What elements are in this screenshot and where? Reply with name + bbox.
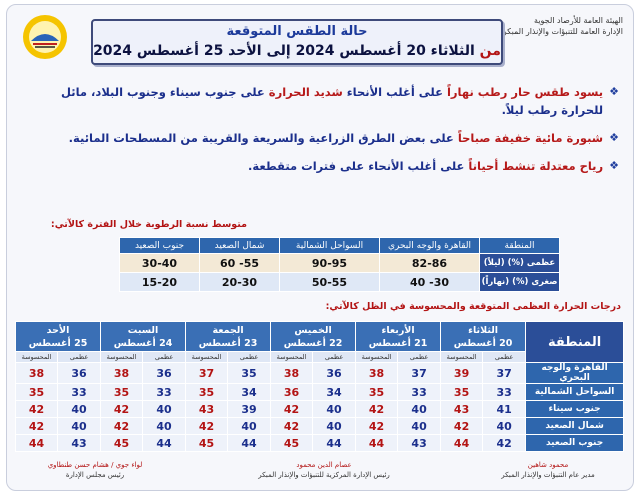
humidity-table [119,237,560,292]
diamond-bullet-icon: ❖ [609,159,619,172]
humidity-value: 20-30 [200,273,280,292]
max-subheader: عظمى [228,352,271,363]
signature-name: لواء جوي / هشام حسن طنطاوي [47,461,143,469]
humidity-header: شمال الصعيد [200,238,280,254]
bulletin-card [6,4,634,491]
max-temp-value: 33 [58,384,101,401]
feels-like-subheader: المحسوسة [356,352,398,363]
bullet-highlight: يسود طقس حار رطب نهاراً [446,85,604,99]
day-name: الخميس [294,324,332,336]
feels-like-value: 35 [356,384,398,401]
bullet-text: على بعض الطرق الزراعية والسريعة والقريبة من المسطحات المائية. [68,131,454,145]
bullet-text: على أغلب الأنحاء على فترات متقطعة. [248,159,465,173]
signature-name: محمود شاهين [527,461,569,469]
max-temp-value: 35 [228,363,271,384]
region-name: جنوب الصعيد [526,435,624,452]
day-header [271,322,356,352]
temperature-table [15,321,624,452]
region-name: جنوب سيناء [526,401,624,418]
max-temp-value: 33 [398,384,441,401]
feels-like-value: 38 [101,363,143,384]
day-name: السبت [127,324,159,336]
feels-like-value: 38 [356,363,398,384]
feels-like-subheader: المحسوسة [186,352,228,363]
date-range-text: الثلاثاء 20 أغسطس 2024 إلى الأحد 25 أغسطس 2024 [93,43,475,59]
humidity-title: متوسط نسبة الرطوبة خلال الفترة كالآتي: [50,219,247,230]
diamond-bullet-icon: ❖ [609,85,619,98]
max-temp-value: 43 [58,435,101,452]
day-date: 20 أغسطس [453,337,513,349]
signature-name: عصام الدين محمود [296,461,352,469]
feels-like-value: 35 [101,384,143,401]
feels-like-value: 42 [356,418,398,435]
feels-like-value: 35 [441,384,483,401]
max-temp-value: 34 [228,384,271,401]
feels-like-value: 35 [186,384,228,401]
signature-position: مدير عام التنبؤات والإنذار المبكر [501,471,595,479]
bullet-highlight: شبورة مائية خفيفة صباحاً [457,131,604,145]
max-temp-value: 40 [398,418,441,435]
feels-like-value: 39 [441,363,483,384]
feels-like-value: 42 [356,401,398,418]
forecast-bullets [37,83,619,185]
feels-like-value: 42 [16,401,58,418]
temperature-title: درجات الحرارة العظمى المتوقعة والمحسوسة في الظل كالآتي: [325,301,621,312]
bullet-text-2: على جنوب سيناء وجنوب البلاد، مائل للحرارة رطب ليلاً. [61,85,604,117]
feels-like-value: 44 [356,435,398,452]
max-temp-value: 40 [58,418,101,435]
humidity-value: 15-20 [120,273,200,292]
feels-like-subheader: المحسوسة [16,352,58,363]
max-subheader: عظمى [58,352,101,363]
table-row [16,401,624,418]
forecast-bullet [37,157,619,175]
bullet-highlight-2: شديد الحرارة [268,85,343,99]
day-date: 22 أغسطس [283,337,343,349]
feels-like-value: 44 [441,435,483,452]
days-header-row [16,322,624,352]
feels-like-value: 35 [16,384,58,401]
humidity-header: القاهرة والوجه البحري [380,238,480,254]
signature-position: رئيس الإدارة المركزية للتنبؤات والإنذار المبكر [258,471,390,479]
max-subheader: عظمى [398,352,441,363]
feels-like-value: 44 [16,435,58,452]
max-temp-value: 39 [228,401,271,418]
max-temp-value: 41 [483,401,526,418]
feels-like-subheader: المحسوسة [441,352,483,363]
table-row [16,435,624,452]
date-range [93,43,501,59]
max-temp-value: 44 [143,435,186,452]
table-row [120,254,560,273]
region-column-header: المنطقة [526,322,624,363]
feels-like-subheader: المحسوسة [101,352,143,363]
org-line-2: الإدارة العامة للتنبؤات والإنذار المبكر [502,27,623,36]
humidity-header: جنوب الصعيد [120,238,200,254]
feels-like-value: 45 [271,435,313,452]
max-temp-value: 33 [143,384,186,401]
forecast-bullet [37,83,619,119]
max-temp-value: 37 [398,363,441,384]
feels-like-value: 42 [101,401,143,418]
title-box [91,19,503,65]
max-temp-value: 33 [483,384,526,401]
signature-board-chair [25,460,165,480]
max-temp-value: 36 [143,363,186,384]
table-row [16,384,624,401]
day-name: الأربعاء [381,324,415,336]
max-temp-value: 40 [483,418,526,435]
feels-like-subheader: المحسوسة [271,352,313,363]
max-temp-value: 37 [483,363,526,384]
day-header [441,322,526,352]
day-date: 24 أغسطس [113,337,173,349]
signature-position: رئيس مجلس الإدارة [65,471,125,479]
day-header [186,322,271,352]
diamond-bullet-icon: ❖ [609,131,619,144]
max-temp-value: 40 [143,401,186,418]
feels-like-value: 43 [186,401,228,418]
feels-like-value: 43 [441,401,483,418]
max-temp-value: 40 [313,418,356,435]
day-header [356,322,441,352]
day-header [16,322,101,352]
page-title: حالة الطقس المتوقعة [226,24,368,39]
max-temp-value: 44 [313,435,356,452]
region-name: شمال الصعيد [526,418,624,435]
max-subheader: عظمى [143,352,186,363]
day-date: 25 أغسطس [28,337,88,349]
region-name: القاهرة والوجه البحري [526,363,624,384]
feels-like-value: 38 [271,363,313,384]
humidity-value: 30-40 [120,254,200,273]
feels-like-value: 45 [186,435,228,452]
humidity-row-label: صغرى (%) (نهاراً) [480,273,560,292]
feels-like-value: 36 [271,384,313,401]
region-name: السواحل الشمالية [526,384,624,401]
org-line-1: الهيئة العامة للأرصاد الجوية [534,16,623,25]
feels-like-value: 45 [101,435,143,452]
humidity-header: المنطقة [480,238,560,254]
day-name: الجمعة [212,324,244,336]
feels-like-value: 42 [271,418,313,435]
ema-logo-icon [19,13,71,61]
feels-like-value: 42 [441,418,483,435]
feels-like-value: 42 [16,418,58,435]
bullet-text: على أغلب الأنحاء [346,85,443,99]
max-temp-value: 43 [398,435,441,452]
forecast-bullet [37,129,619,147]
humidity-header: السواحل الشمالية [280,238,380,254]
day-date: 21 أغسطس [368,337,428,349]
table-row [120,273,560,292]
humidity-value: 50-55 [280,273,380,292]
humidity-value: 90-95 [280,254,380,273]
max-temp-value: 36 [313,363,356,384]
signature-central-head [229,460,419,480]
max-subheader: عظمى [313,352,356,363]
humidity-row-label: عظمى (%) (ليلاً) [480,254,560,273]
max-temp-value: 40 [228,418,271,435]
max-temp-value: 44 [228,435,271,452]
max-temp-value: 40 [58,401,101,418]
max-temp-value: 42 [483,435,526,452]
feels-like-value: 38 [16,363,58,384]
feels-like-value: 42 [101,418,143,435]
day-name: الثلاثاء [468,324,499,336]
table-row [16,418,624,435]
max-temp-value: 40 [143,418,186,435]
day-date: 23 أغسطس [198,337,258,349]
max-temp-value: 40 [313,401,356,418]
humidity-value: 82-86 [380,254,480,273]
feels-like-value: 42 [186,418,228,435]
humidity-value: 30- 40 [380,273,480,292]
day-name: الأحد [46,324,70,336]
humidity-value: 55- 60 [200,254,280,273]
feels-like-value: 42 [271,401,313,418]
max-temp-value: 36 [58,363,101,384]
feels-like-value: 37 [186,363,228,384]
bullet-highlight: رياح معتدلة تنشط أحياناً [468,159,604,173]
max-temp-value: 40 [398,401,441,418]
date-from-word: من [479,43,501,59]
max-subheader: عظمى [483,352,526,363]
table-row [16,363,624,384]
signature-director [473,460,623,480]
day-header [101,322,186,352]
max-temp-value: 34 [313,384,356,401]
